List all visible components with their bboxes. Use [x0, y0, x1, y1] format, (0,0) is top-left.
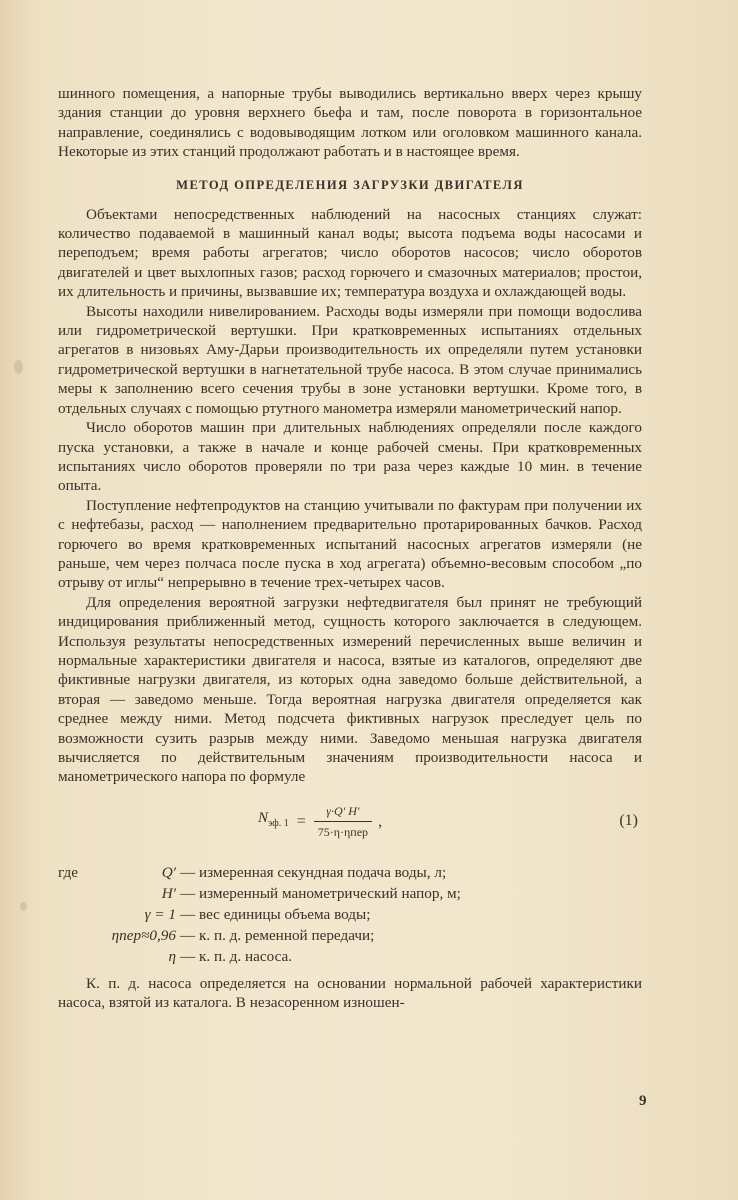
formula-comma: , [378, 812, 383, 830]
definition-symbol: H′ [161, 884, 176, 902]
paragraph-heights: Высоты находили нивелированием. Расходы воды измеряли при помощи водослива или гидрометрической вертушки. При кратковременных испытаниях отдельных агрегатов в низовьях Аму-Дарьи производительность их определяли путем установки гидрометрической вертушки в нагнетательной трубе насоса. В этом случае принимались меры к заполнению всего сечения трубы в зоне установки вертушки. Кроме того, в отдельных случаях с помощью ртутного манометра измеряли манометрический напор. [58, 302, 642, 417]
definition-row [58, 947, 642, 968]
definition-text: — к. п. д. ременной передачи; [180, 926, 375, 944]
page-content [58, 84, 642, 1013]
page-number: 9 [639, 1093, 647, 1109]
paragraph-revolutions: Число оборотов машин при длительных наблюдениях определяли после каждого пуска установки, а также в начале и конце рабочей смены. При кратковременных испытаниях число оборотов проверяли по три раза через каждые 10 мин. в течение опыта. [58, 419, 642, 495]
formula-lhs [258, 809, 289, 833]
definition-row [58, 884, 642, 905]
formula-equals: = [296, 812, 306, 830]
definition-row [58, 926, 642, 947]
paper-stain [14, 360, 23, 374]
definition-symbol: η [168, 947, 176, 965]
formula-number: (1) [619, 811, 638, 829]
definition-symbol: Q′ [161, 863, 176, 881]
formula-lhs-symbol: N [258, 810, 269, 827]
intro-paragraph: шинного помещения, а напорные трубы выводились вертикально вверх через крышу здания станции до уровня верхнего бьефа и там, после поворота в горизонтальное направление, соединялись с водовыводящим лотком или оголовком машинного канала. Некоторые из этих станций продолжают работать и в настоящее время. [58, 85, 642, 161]
formula-lhs-subscript: эф. 1 [268, 818, 289, 830]
paragraph-method: Для определения вероятной загрузки нефтедвигателя был принят не требующий индицирования приближенный метод, сущность которого заключается в следующем. Используя результаты непосредственных измерений перечисленных выше величин и нормальные характеристики двигателя и насоса, взятые из каталогов, определяют две фиктивные нагрузки двигателя, из которых одна заведомо больше действительной, а вторая — заведомо меньше. Тогда вероятная нагрузка двигателя определяется как среднее между ними. Метод подсчета фиктивных нагрузок преследует цель по возможности сузить разрыв между ними. Заведомо меньшая нагрузка двигателя вычисляется по действительным значениям производительности насоса и манометрического напора по формуле [58, 593, 642, 786]
definition-row [58, 905, 642, 926]
definition-text: — к. п. д. насоса. [180, 947, 293, 965]
section-heading: МЕТОД ОПРЕДЕЛЕНИЯ ЗАГРУЗКИ ДВИГАТЕЛЯ [176, 177, 524, 192]
definition-symbol: γ = 1 [144, 905, 176, 923]
definitions-list [58, 863, 642, 968]
formula-1 [58, 793, 642, 855]
definition-text: — вес единицы объема воды; [180, 905, 371, 923]
formula-numerator: γ·Q′ H′ [326, 803, 360, 818]
formula-expression [258, 803, 382, 840]
paragraph-efficiency: К. п. д. насоса определяется на основании нормальной рабочей характеристики насоса, взятой из каталога. В незасоренном изношен- [58, 974, 642, 1012]
formula-fraction [314, 803, 372, 840]
definition-text: — измеренная секундная подача воды, л; [180, 863, 447, 881]
paper-stain [20, 902, 27, 911]
formula-denominator: 75·η·ηпер [317, 824, 369, 839]
definition-symbol: ηпер≈0,96 [111, 926, 176, 944]
definitions-lead: где [58, 863, 78, 881]
definition-text: — измеренный манометрический напор, м; [180, 884, 461, 902]
definition-row [58, 863, 642, 884]
paragraph-fuel: Поступление нефтепродуктов на станцию учитывали по фактурам при получении их с нефтебазы, расход — наполнением предварительно протарированных бачков. Расход горючего во время кратковременных испытаний насосных агрегатов измеряли (не раньше, чем через полчаса после пуска в ход агрегата) объемно-весовым способом „по отрыву от иглы“ непрерывно в течение трех-четырех часов. [58, 496, 642, 592]
paragraph-observations: Объектами непосредственных наблюдений на насосных станциях служат: количество подаваемой в машинный канал воды; высота подъема воды насосами и переподъем; время работы агрегатов; число оборотов насосов; число оборотов двигателей и цвет выхлопных газов; расход горючего и смазочных материалов; простои, их длительность и причины, вызвавшие их; температура воздуха и охлаждающей воды. [58, 205, 642, 301]
